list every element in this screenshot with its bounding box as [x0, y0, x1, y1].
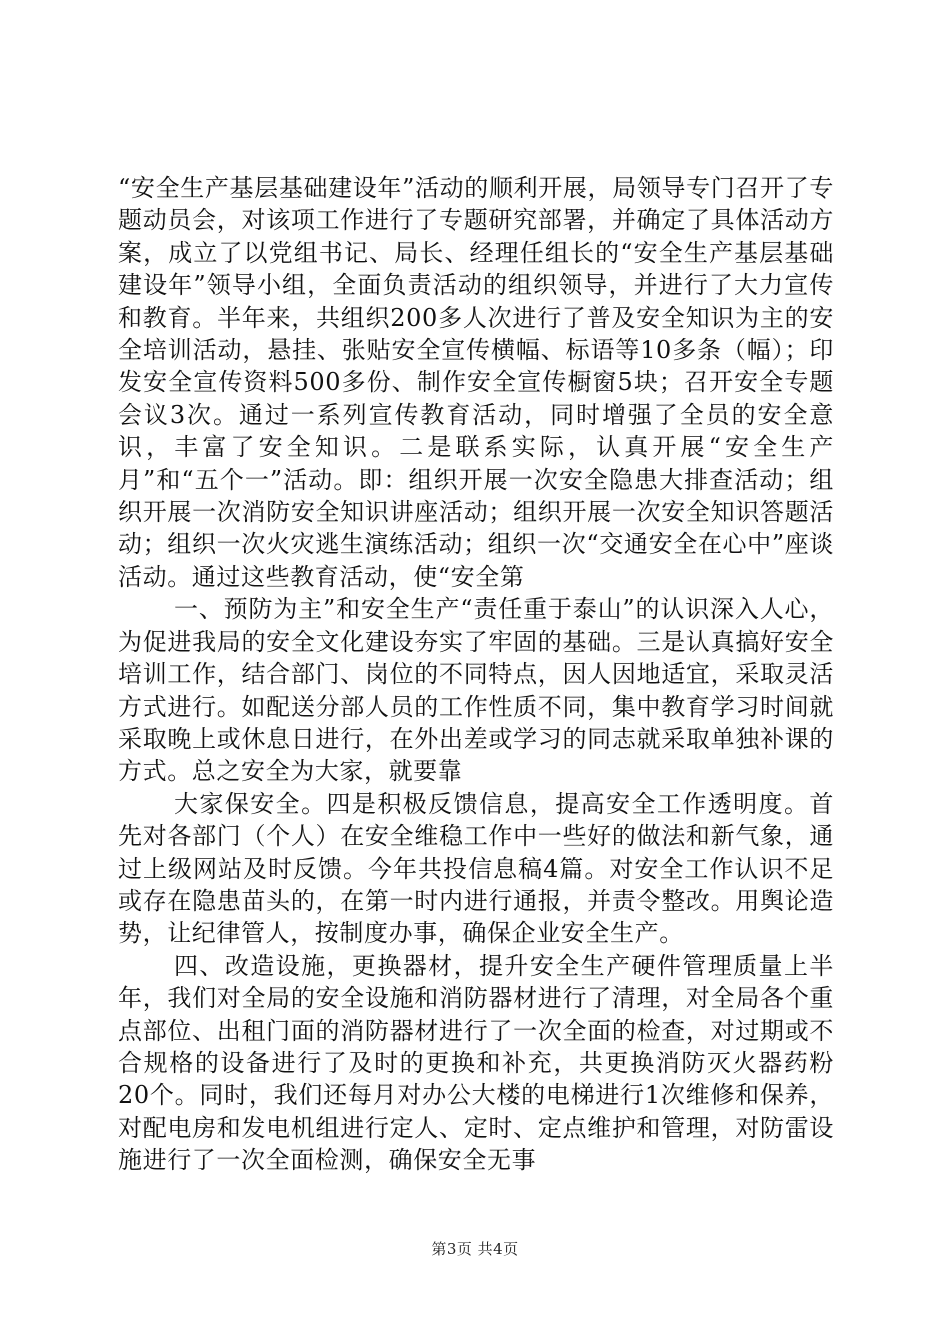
document-body	[118, 172, 834, 1177]
paragraph-4: 四、改造设施，更换器材，提升安全生产硬件管理质量上半年，我们对全局的安全设施和消防器材进行了清理，对全局各个重点部位、出租门面的消防器材进行了一次全面的检查，对过期或不合规格的设备进行了及时的更换和补充，共更换消防灭火器药粉20个。同时，我们还每月对办公大楼的电梯进行1次维修和保养，对配电房和发电机组进行定人、定时、定点维护和管理，对防雷设施进行了一次全面检测，确保安全无事	[118, 951, 834, 1175]
paragraph-3: 大家保安全。四是积极反馈信息，提高安全工作透明度。首先对各部门（个人）在安全维稳工作中一些好的做法和新气象，通过上级网站及时反馈。今年共投信息稿4篇。对安全工作认识不足或存在隐患苗头的，在第一时内进行通报，并责令整改。用舆论造势，让纪律管人，按制度办事，确保企业安全生产。	[118, 789, 834, 948]
paragraph-1: “安全生产基层基础建设年”活动的顺利开展，局领导专门召开了专题动员会，对该项工作进行了专题研究部署，并确定了具体活动方案，成立了以党组书记、局长、经理任组长的“安全生产基层基础建设年”领导小组，全面负责活动的组织领导，并进行了大力宣传和教育。半年来，共组织200多人次进行了普及安全知识为主的安全培训活动，悬挂、张贴安全宣传横幅、标语等10多条（幅）；印发安全宣传资料500多份、制作安全宣传橱窗5块；召开安全专题会议3次。通过一系列宣传教育活动，同时增强了全员的安全意识，丰富了安全知识。二是联系实际，认真开展“安全生产月”和“五个一”活动。即：组织开展一次安全隐患大排查活动；组织开展一次消防安全知识讲座活动；组织开展一次安全知识答题活动；组织一次火灾逃生演练活动；组织一次“交通安全在心中”座谈活动。通过这些教育活动，使“安全第	[118, 174, 834, 591]
page-number-footer: 第3页 共4页	[431, 1240, 519, 1258]
paragraph-2: 一、预防为主”和安全生产“责任重于泰山”的认识深入人心，为促进我局的安全文化建设夯实了牢固的基础。三是认真搞好安全培训工作，结合部门、岗位的不同特点，因人因地适宜，采取灵活方式进行。如配送分部人员的工作性质不同，集中教育学习时间就采取晚上或休息日进行，在外出差或学习的同志就采取单独补课的方式。总之安全为大家，就要靠	[118, 595, 834, 786]
